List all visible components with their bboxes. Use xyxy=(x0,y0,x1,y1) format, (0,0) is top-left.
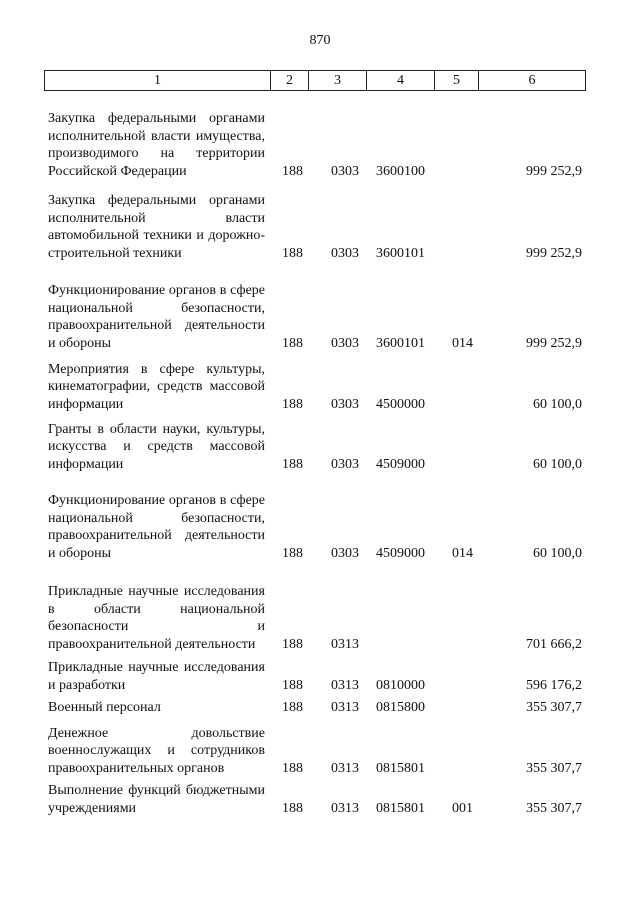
row-col-3: 0313 xyxy=(331,677,359,693)
row-col-2: 188 xyxy=(282,636,303,652)
row-col-6: 355 307,7 xyxy=(526,760,582,776)
row-col-4: 4509000 xyxy=(376,545,425,561)
row-col-4: 0815800 xyxy=(376,699,425,715)
row-col-3: 0303 xyxy=(331,335,359,351)
row-col-6: 355 307,7 xyxy=(526,800,582,816)
row-name: Гранты в области науки, культуры, искусства и средств массовой информации xyxy=(48,421,265,472)
table-row xyxy=(0,564,640,653)
header-col-1: 1 xyxy=(45,71,271,90)
row-col-6: 60 100,0 xyxy=(533,456,582,472)
row-col-2: 188 xyxy=(282,396,303,412)
row-col-4: 4500000 xyxy=(376,396,425,412)
table-row xyxy=(0,264,640,352)
header-col-2: 2 xyxy=(271,71,309,90)
row-col-3: 0303 xyxy=(331,545,359,561)
row-col-3: 0303 xyxy=(331,456,359,472)
row-col-2: 188 xyxy=(282,245,303,261)
page-number: 870 xyxy=(309,33,331,48)
row-name: Функционирование органов в сфере национальной безопасности, правоохранительной деятельности и обороны xyxy=(48,493,265,561)
row-col-3: 0303 xyxy=(331,163,359,179)
row-col-6: 355 307,7 xyxy=(526,699,582,715)
row-name: Прикладные научные исследования и разработки xyxy=(48,660,265,693)
row-name: Функционирование органов в сфере национальной безопасности, правоохранительной деятельности и обороны xyxy=(48,283,265,351)
row-col-5: 014 xyxy=(452,545,473,561)
table-row xyxy=(0,656,640,694)
row-col-6: 999 252,9 xyxy=(526,163,582,179)
row-name: Денежное довольствие военнослужащих и сотрудников правоохранительных органов xyxy=(48,725,265,776)
header-col-3: 3 xyxy=(309,71,367,90)
header-col-6: 6 xyxy=(528,73,536,88)
row-col-3: 0313 xyxy=(331,800,359,816)
table-row xyxy=(0,358,640,413)
row-col-3: 0303 xyxy=(331,245,359,261)
header-col-5: 5 xyxy=(435,71,479,90)
row-name: Прикладные научные исследования в области национальной безопасности и правоохранительной деятельности xyxy=(48,584,265,652)
row-col-4: 0810000 xyxy=(376,677,425,693)
table-row xyxy=(0,696,640,716)
row-col-6: 60 100,0 xyxy=(533,396,582,412)
row-col-2: 188 xyxy=(282,545,303,561)
row-col-6: 596 176,2 xyxy=(526,677,582,693)
header-col-4: 4 xyxy=(367,71,435,90)
row-col-2: 188 xyxy=(282,677,303,693)
row-col-2: 188 xyxy=(282,760,303,776)
table-row xyxy=(0,92,640,180)
row-col-6: 999 252,9 xyxy=(526,335,582,351)
row-name: Мероприятия в сфере культуры, кинематографии, средств массовой информации xyxy=(48,361,265,412)
row-col-2: 188 xyxy=(282,335,303,351)
table-row xyxy=(0,190,640,262)
table-header xyxy=(44,70,586,91)
row-col-2: 188 xyxy=(282,456,303,472)
row-col-5: 001 xyxy=(452,800,473,816)
row-col-3: 0313 xyxy=(331,699,359,715)
row-col-4: 0815801 xyxy=(376,800,425,816)
row-name: Закупка федеральными органами исполнительной власти автомобильной техники и дорожно-строительной техники xyxy=(48,193,265,261)
row-col-6: 60 100,0 xyxy=(533,545,582,561)
row-name: Закупка федеральными органами исполнительной власти имущества, производимого на территории Российской Федерации xyxy=(48,111,265,179)
row-col-3: 0313 xyxy=(331,636,359,652)
row-col-2: 188 xyxy=(282,800,303,816)
row-col-4: 3600101 xyxy=(376,245,425,261)
row-col-6: 999 252,9 xyxy=(526,245,582,261)
table-row xyxy=(0,780,640,817)
table-row xyxy=(0,418,640,473)
row-col-3: 0313 xyxy=(331,760,359,776)
row-col-2: 188 xyxy=(282,699,303,715)
row-col-3: 0303 xyxy=(331,396,359,412)
table-row xyxy=(0,722,640,777)
row-col-4: 3600100 xyxy=(376,163,425,179)
row-col-6: 701 666,2 xyxy=(526,636,582,652)
table-row xyxy=(0,474,640,562)
row-name: Военный персонал xyxy=(48,699,161,715)
row-col-4: 3600101 xyxy=(376,335,425,351)
row-col-4: 4509000 xyxy=(376,456,425,472)
row-col-5: 014 xyxy=(452,335,473,351)
row-name: Выполнение функций бюджетными учреждениями xyxy=(48,783,265,816)
row-col-4: 0815801 xyxy=(376,760,425,776)
row-col-2: 188 xyxy=(282,163,303,179)
